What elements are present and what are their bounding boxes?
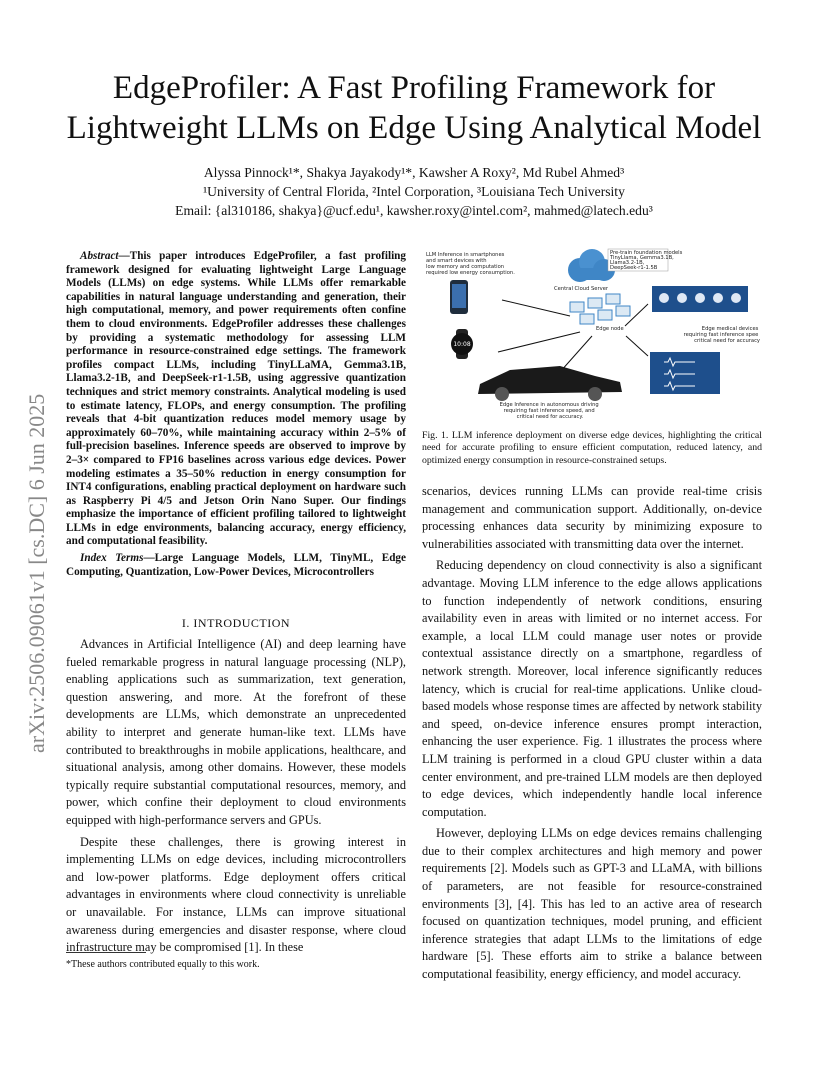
- arxiv-identifier: [14, 295, 54, 755]
- smartwatch-icon: [451, 329, 473, 359]
- heart-monitor-panel-icon: [650, 352, 720, 394]
- left-column-body: [66, 636, 406, 961]
- section-heading: I. INTRODUCTION: [181, 616, 291, 630]
- medical-virus-panel-icon: [652, 286, 748, 312]
- intro-paragraph: Advances in Artificial Intelligence (AI) and deep learning have fueled remarkable progress in natural language processing (NLP), enabling applications such as summarization, text generation, question answering, and more. At the forefront of these developments are LLMs, which demonstrate an unprecedented ability to interpret and generate human-like text. LLMs have contributed to breakthroughs in mobile applications, healthcare, and situational analysis, among other domains. However, these models typically require substantial computational resources, memory, and power, which confine their deployment to cloud environments equipped with high-performance servers and GPUs.: [66, 637, 406, 827]
- footnote: *These authors contributed equally to this work.: [66, 959, 260, 970]
- figure-label-smartphones: LLM Inference in smartphones and smart devices with low memory and computation required low energy consumption.: [426, 252, 515, 276]
- paper-title: [40, 68, 788, 148]
- title-line-1: EdgeProfiler: A Fast Profiling Framework for: [112, 70, 716, 106]
- intro-paragraph: scenarios, devices running LLMs can provide real-time crisis management and communication support. Additionally, on-device processing enhances data security by minimizing exposure to vulnerabilities associated with transmitting data over the internet.: [422, 484, 762, 551]
- figure-label-car: Edge Inference in autonomous driving requiring fast inference speed, and critical need for accuracy.: [499, 402, 599, 420]
- right-column-body: [422, 483, 762, 988]
- intro-paragraph: Despite these challenges, there is growing interest in implementing LLMs on edge devices, including microcontrollers and low-power platforms. Edge deployment offers critical advantages in environments where cloud connectivity is unreliable or unavailable. For instance, LLMs can improve situational awareness during emergencies and disaster response, where cloud infrastructure may be compromised [1]. In these: [66, 834, 406, 955]
- figure-caption: Fig. 1. LLM inference deployment on diverse edge devices, highlighting the critical need for accurate profiling to ensure efficient computation, reduced latency, and optimized energy consumption in resource-constrained setups.: [422, 430, 762, 466]
- author-affiliations: ¹University of Central Florida, ²Intel Corporation, ³Louisiana Tech University: [203, 184, 625, 199]
- author-block: [40, 163, 788, 220]
- figure-label-pretrain: Pre-train foundation models TinyLlama, Gemma3.1B, Llama3.2-1B, DeepSeek-r1-1.5B: [610, 250, 683, 271]
- author-emails: Email: {al310186, shakya}@ucf.edu¹, kawsher.roxy@intel.com², mahmed@latech.edu³: [175, 203, 653, 218]
- figure-1: [420, 244, 766, 430]
- abstract-text: —This paper introduces EdgeProfiler, a fast profiling framework designed for evaluating lightweight Large Language Models (LLMs) on edge systems. While LLMs offer remarkable capabilities in natural language understanding and generation, their high computational, memory, and power requirements often confine them to cloud environments. EdgeProfiler addresses these challenges by providing a systematic methodology for assessing LLM performance in resource-constrained edge settings. The framework profiles compact LLMs, including TinyLLaMA, Gemma3.1B, Llama3.2-1B, and DeepSeek-r1-1.5B, using aggressive quantization techniques and strict memory constraints. Analytical modeling is used to estimate latency, FLOPs, and energy consumption. The profiling reveals that 4-bit quantization reduces model memory usage by approximately 60–70%, while maintaining accuracy within 2–5% of full-precision baselines. Inference speeds are observed to improve by 2–3× compared to FP16 baselines across various edge devices. Power modeling estimates a 35–50% reduction in energy consumption for INT4 configurations, enabling practical deployment on hardware such as Raspberry Pi 4/5 and Jetson Orin Nano Super. Our findings emphasize the importance of efficient profiling tailored to lightweight LLMs in edge environments, balancing accuracy, energy efficiency, and computational feasibility.: [66, 250, 406, 548]
- figure-label-edge-node: Edge node: [596, 326, 624, 332]
- index-terms-text: —Large Language Models, LLM, TinyML, Edge Computing, Quantization, Low-Power Devices, Microcontrollers: [66, 552, 406, 578]
- intro-paragraph: Reducing dependency on cloud connectivity is also a significant advantage. Moving LLM inference to the edge allows applications to function independently of network conditions, ensuring availability even in areas with limited or no internet access. For example, a local LLM could manage user notes or provide contextual assistance directly on a smartphone, regardless of network strength. Moreover, local inference significantly reduces latency, which is crucial for real-time applications. Unlike cloud-based models whose response times are affected by network stability and speed, on-device inference ensures prompt interaction, enhancing the user experience. Fig. 1 illustrates the process where LLM training is performed in a cloud GPU cluster within a data center environment, and pre-trained LLM models are then deployed to edge devices, which independently handle local inference computation.: [422, 558, 762, 819]
- car-icon: [478, 366, 622, 401]
- intro-paragraph: However, deploying LLMs on edge devices remains challenging due to their complex architectures and high memory and power requirements [2]. Models such as GPT-3 and LLaMA, with billions of parameters, are not feasible for resource-constrained environments [3], [4]. This has led to an active area of research focused on quantization techniques, model pruning, and efficient inference strategies that adapt LLMs to the limitations of edge hardware [5]. These efforts aim to strike a balance between computational feasibility, energy efficiency, and model accuracy.: [422, 826, 762, 982]
- arxiv-id-text: arXiv:2506.09061v1 [cs.DC] 6 Jun 2025: [24, 393, 49, 753]
- index-terms-label: Index Terms: [80, 552, 144, 565]
- smartphone-icon: [450, 280, 468, 314]
- title-line-2: Lightweight LLMs on Edge Using Analytical Model: [66, 110, 762, 146]
- abstract: [66, 250, 406, 579]
- watch-time: 10:08: [453, 341, 471, 348]
- figure-label-server: Central Cloud Server: [554, 286, 609, 292]
- abstract-label: Abstract: [80, 250, 119, 262]
- server-icon: [570, 294, 630, 324]
- figure-label-medical: Edge medical devices requiring fast inference spee critical need for accuracy: [683, 326, 760, 344]
- footnote-rule: [66, 952, 146, 953]
- author-names: Alyssa Pinnock¹*, Shakya Jayakody¹*, Kawsher A Roxy², Md Rubel Ahmed³: [203, 165, 625, 180]
